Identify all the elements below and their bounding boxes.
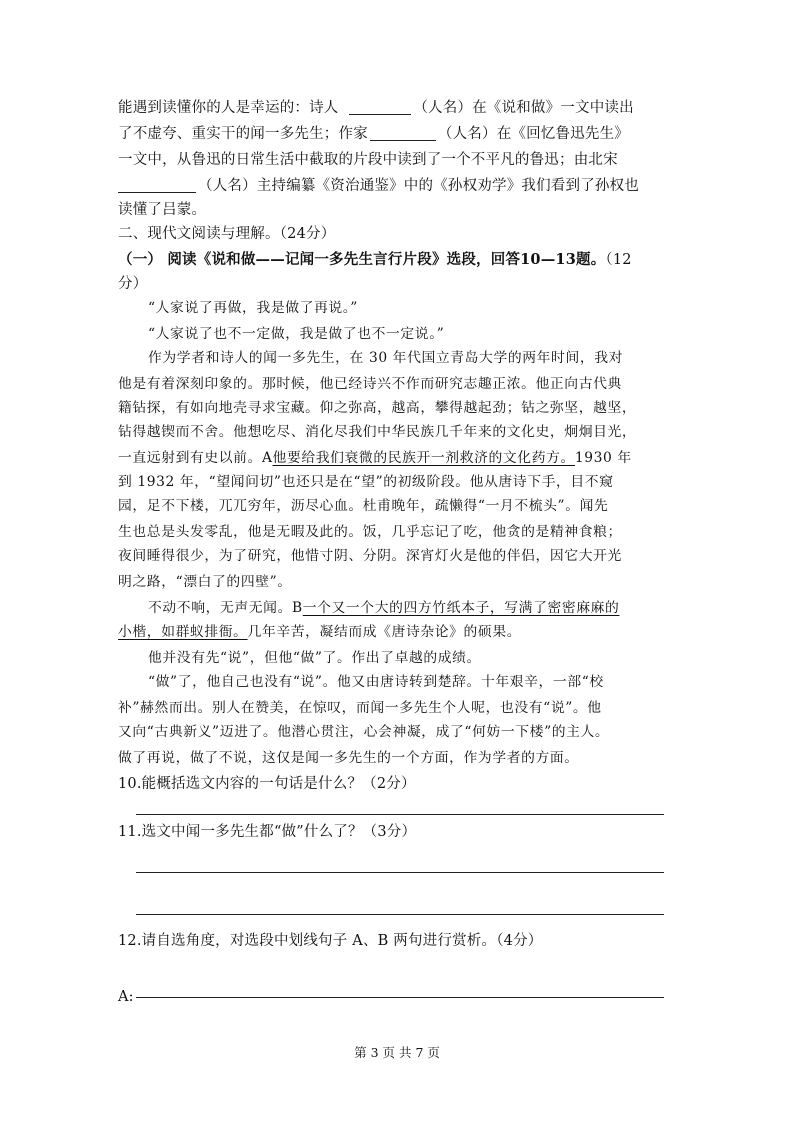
passage-line: 钻得越锲而不舍。他想吃尽、消化尽我们中华民族几千年来的文化史，炯炯目光， xyxy=(118,424,637,440)
blank-writer-name[interactable] xyxy=(370,124,436,141)
passage-text: 一直远射到有史以前。A xyxy=(118,450,273,466)
passage-line-b2 xyxy=(118,620,678,644)
question-12-a-label: A: xyxy=(118,989,134,1005)
question-12: 12.请自选角度，对选段中划线句子 A、B 两句进行赏析。（4分） xyxy=(118,933,543,949)
answer-line-q12-a[interactable] xyxy=(136,997,664,998)
intro-line-4 xyxy=(118,174,678,198)
passage-line: 他是有着深刻印象的。那时候，他已经诗兴不作而研究志趣正浓。他正向古代典 xyxy=(118,376,622,392)
blank-poet-name[interactable] xyxy=(349,98,411,115)
intro-text: （人名）主持编纂《资治通鉴》中的《孙权劝学》我们看到了孙权也 xyxy=(198,178,639,194)
answer-line-q11-2[interactable] xyxy=(136,914,664,915)
passage-line: “做”了，他自己也没有“说”。他又由唐诗转到楚辞。十年艰辛，一部“校 xyxy=(148,674,604,690)
intro-line-3 xyxy=(118,148,678,172)
section-title: 二、现代文阅读与理解。（24分） xyxy=(118,226,336,242)
passage-line: 园，足不下楼，兀兀穷年，沥尽心血。杜甫晚年，疏懒得“一月不梳头”。闻先 xyxy=(118,498,609,514)
intro-line-5 xyxy=(118,198,678,222)
passage-text: 几年辛苦，凝结而成《唐诗杂论》的硕果。 xyxy=(247,624,522,640)
part1-title xyxy=(118,248,678,272)
passage-line: 又向“古典新义”迈进了。他潜心贯注，心会神凝，成了“何妨一下楼”的主人。 xyxy=(118,724,610,740)
passage-quote-1: “人家说了再做，我是做了再说。” xyxy=(148,300,358,316)
passage-text: 不动不响，无声无闻。B xyxy=(148,600,303,616)
part1-title-bold: （一） 阅读《说和做——记闻一多先生言行片段》选段，回答10—13题。 xyxy=(118,251,606,268)
passage-line: 补”赫然而出。别人在赞美，在惊叹，而闻一多先生个人呢，也没有“说”。他 xyxy=(118,700,602,716)
underlined-sentence-a: 他要给我们衰微的民族开一剂救济的文化药方。 xyxy=(272,450,575,466)
passage-line: 明之路，“漂白了的四壁”。 xyxy=(118,574,292,590)
passage-line: 他并没有先“说”，但他“做”了。作出了卓越的成绩。 xyxy=(148,650,481,666)
intro-text: 了不虚夸、重实干的闻一多先生；作家 xyxy=(118,126,368,142)
part1-title-cont: 分） xyxy=(118,276,148,292)
answer-line-q10[interactable] xyxy=(136,814,664,815)
intro-text: （人名）在《回忆鲁迅先生》 xyxy=(437,126,630,142)
intro-text: 能遇到读懂你的人是幸运的：诗人 xyxy=(118,100,339,116)
blank-editor-name[interactable] xyxy=(118,176,196,193)
passage-line: 到 1932 年，“望闻问切”也还只是在“望”的初级阶段。他从唐诗下手，目不窥 xyxy=(118,474,614,490)
question-11: 11.选文中闻一多先生都“做”什么了？（3分） xyxy=(118,824,417,840)
underlined-sentence-b-cont: 小楷，如群蚁排衙。 xyxy=(118,624,248,640)
part1-score: （12 xyxy=(605,252,632,268)
passage-text: 1930 年 xyxy=(574,450,632,466)
passage-line: 作为学者和诗人的闻一多先生，在 30 年代国立青岛大学的两年时间，我对 xyxy=(148,350,624,366)
passage-line-b xyxy=(148,596,708,620)
underlined-sentence-b: 一个又一个大的四方竹纸本子，写满了密密麻麻的 xyxy=(302,600,620,616)
intro-line-2 xyxy=(118,122,678,146)
intro-text: 读懂了吕蒙。 xyxy=(118,202,207,218)
intro-text: 一文中，从鲁迅的日常生活中截取的片段中读到了一个不平凡的鲁迅；由北宋 xyxy=(118,152,618,168)
answer-line-q11-1[interactable] xyxy=(136,872,664,873)
passage-line: 籍钻探，有如向地壳寻求宝藏。仰之弥高，越高，攀得越起劲；钻之弥坚，越坚， xyxy=(118,400,637,416)
intro-text: （人名）在《说和做》一文中读出 xyxy=(413,100,634,116)
passage-line-a xyxy=(118,446,678,470)
page-number: 第 3 页 共 7 页 xyxy=(354,1045,440,1060)
intro-line-1 xyxy=(118,96,678,120)
passage-line: 夜间睡得很少，为了研究，他惜寸阴、分阴。深宵灯火是他的伴侣，因它大开光 xyxy=(118,548,622,564)
question-10: 10.能概括选文内容的一句话是什么？（2分） xyxy=(118,776,416,792)
passage-line: 做了再说，做了不说，这仅是闻一多先生的一个方面，作为学者的方面。 xyxy=(118,750,579,766)
passage-line: 生也总是头发零乱，他是无暇及此的。饭，几乎忘记了吃，他贪的是精神食粮； xyxy=(118,524,622,540)
passage-quote-2: “人家说了也不一定做，我是做了也不一定说。” xyxy=(148,326,445,342)
